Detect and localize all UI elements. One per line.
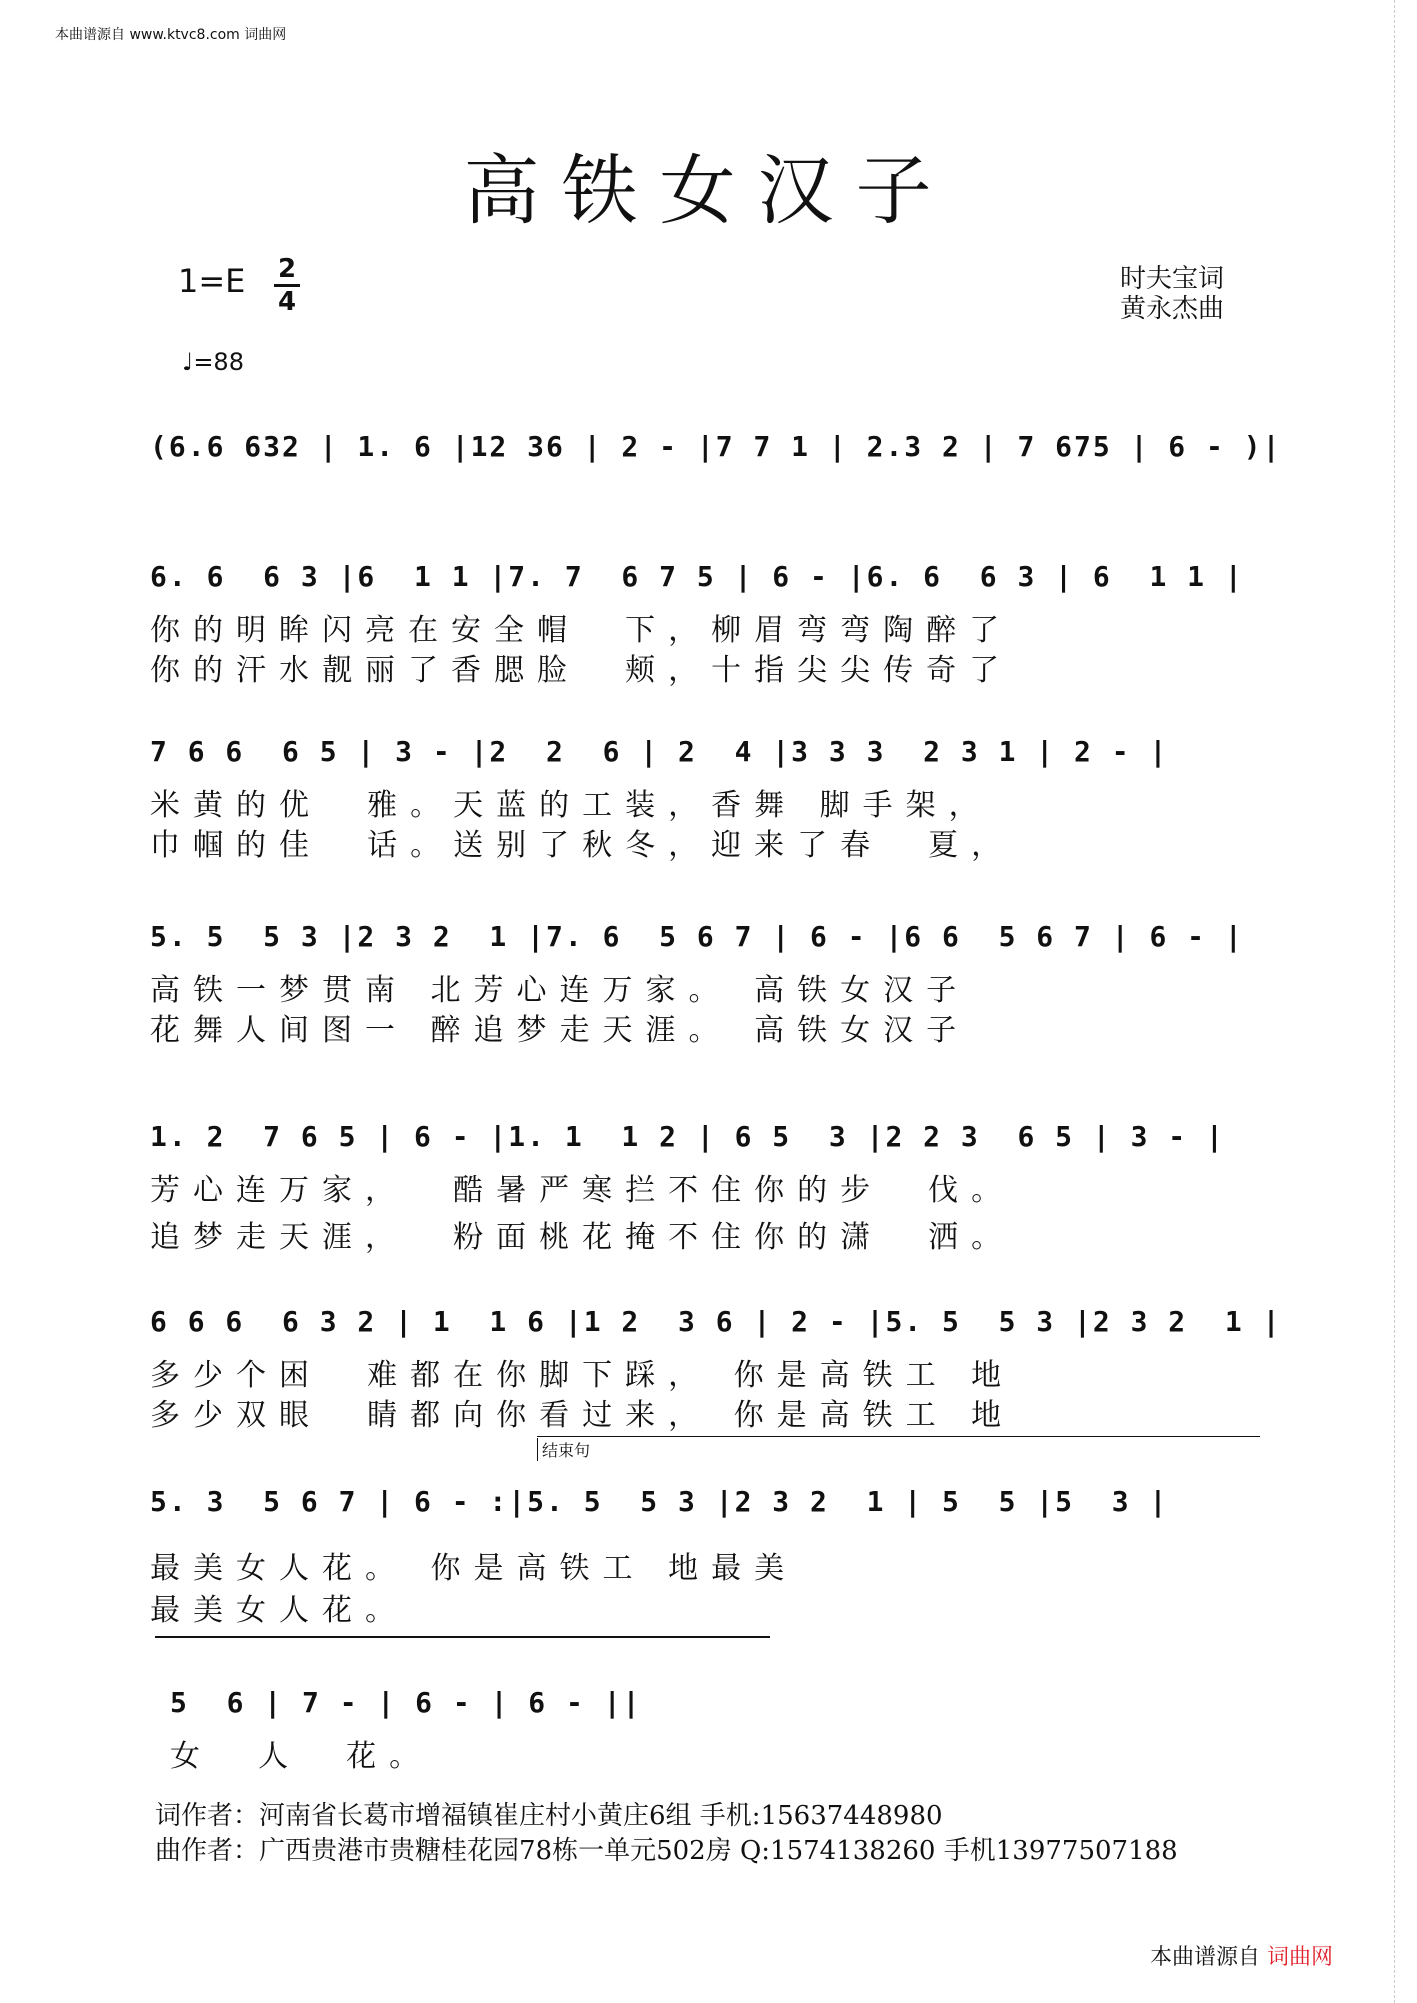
coda-bracket-line [155,1636,770,1638]
ending-bracket-line [537,1436,1260,1437]
score-line-1 [150,560,1290,688]
notes-row: 5. 3 5 6 7 | 6 - :|5. 5 5 3 |2 3 2 1 | 5 5 |5 3 | [150,1485,1169,1518]
notes-row: 5. 5 5 3 |2 3 2 1 |7. 6 5 6 7 | 6 - |6 6 5 6 7 | 6 - | [150,920,1244,953]
time-sig-denominator: 4 [277,287,297,317]
score-line-7 [170,1686,1310,1774]
composer-contact: 曲作者：广西贵港市贵糖桂花园78栋一单元502房 Q:1574138260 手机13977507188 [155,1836,1178,1866]
source-header: 本曲谱源自 www.ktvc8.com 词曲网 [55,27,287,43]
lyric-verse-2: 巾帼的佳 话。送别了秋冬，迎来了春 夏， [150,828,1015,863]
intro-line [150,430,1290,500]
lyric-verse-1: 女 人 花。 [170,1739,433,1774]
song-title: 高铁女汉子 [463,146,954,235]
credits [1120,264,1224,324]
lyric-verse-1: 最美女人花。 你是高铁工 地最美 [150,1551,798,1586]
lyric-verse-1: 你的明眸闪亮在安全帽 下，柳眉弯弯陶醉了 [150,613,1013,648]
lyric-verse-2: 你的汗水靓丽了香腮脸 颊，十指尖尖传奇了 [150,653,1013,688]
lyric-verse-1: 米黄的优 雅。天蓝的工装，香舞 脚手架， [150,788,992,823]
notes-row: 7 6 6 6 5 | 3 - |2 2 6 | 2 4 |3 3 3 2 3 1 | 2 - | [150,735,1169,768]
score-line-3 [150,920,1290,1048]
tempo-marking: ♩=88 [182,348,244,376]
score-line-2 [150,735,1290,863]
lyric-verse-2: 追梦走天涯， 粉面桃花掩不住你的潇 洒。 [150,1220,1015,1255]
notes-row: 6 6 6 6 3 2 | 1 1 6 |1 2 3 6 | 2 - |5. 5 5 3 |2 3 2 1 | [150,1305,1282,1338]
lyric-verse-1: 多少个困 难都在你脚下踩， 你是高铁工 地 [150,1358,1015,1393]
page-edge-strip [1394,0,1417,2003]
lyric-verse-1: 芳心连万家， 酷暑严寒拦不住你的步 伐。 [150,1173,1015,1208]
lyric-verse-2: 最美女人花。 [150,1593,408,1628]
score-line-6 [150,1485,1290,1628]
composer-credit: 黄永杰曲 [1120,294,1225,324]
lyric-verse-1: 高铁一梦贯南 北芳心连万家。 高铁女汉子 [150,973,970,1008]
key-signature: 1=E [178,262,246,300]
notes-row: 1. 2 7 6 5 | 6 - |1. 1 1 2 | 6 5 3 |2 2 3 6 5 | 3 - | [150,1120,1225,1153]
score-line-4 [150,1120,1290,1255]
lyric-verse-2: 多少双眼 睛都向你看过来， 你是高铁工 地 [150,1398,1015,1433]
source-footer-text: 本曲谱源自 [1150,1945,1261,1970]
time-sig-numerator: 2 [277,254,297,284]
notes-row: 6. 6 6 3 |6 1 1 |7. 7 6 7 5 | 6 - |6. 6 6 3 | 6 1 1 | [150,560,1244,593]
ending-label: 结束句 [537,1438,590,1461]
lyricist-contact: 词作者：河南省长葛市增福镇崔庄村小黄庄6组 手机:15637448980 [155,1801,943,1831]
score-line-5 [150,1305,1290,1433]
intro-notes: (6.6 632 | 1. 6 |12 36 | 2 - |7 7 1 | 2.3 2 | 7 675 | 6 - )| [150,430,1282,463]
notes-row: 5 6 | 7 - | 6 - | 6 - || [170,1686,642,1719]
source-footer-site[interactable]: 词曲网 [1267,1945,1334,1970]
lyric-verse-2: 花舞人间图一 醉追梦走天涯。 高铁女汉子 [150,1013,970,1048]
lyricist-credit: 时夫宝词 [1120,264,1225,294]
source-footer [1150,1940,1333,1971]
time-signature [274,256,300,315]
